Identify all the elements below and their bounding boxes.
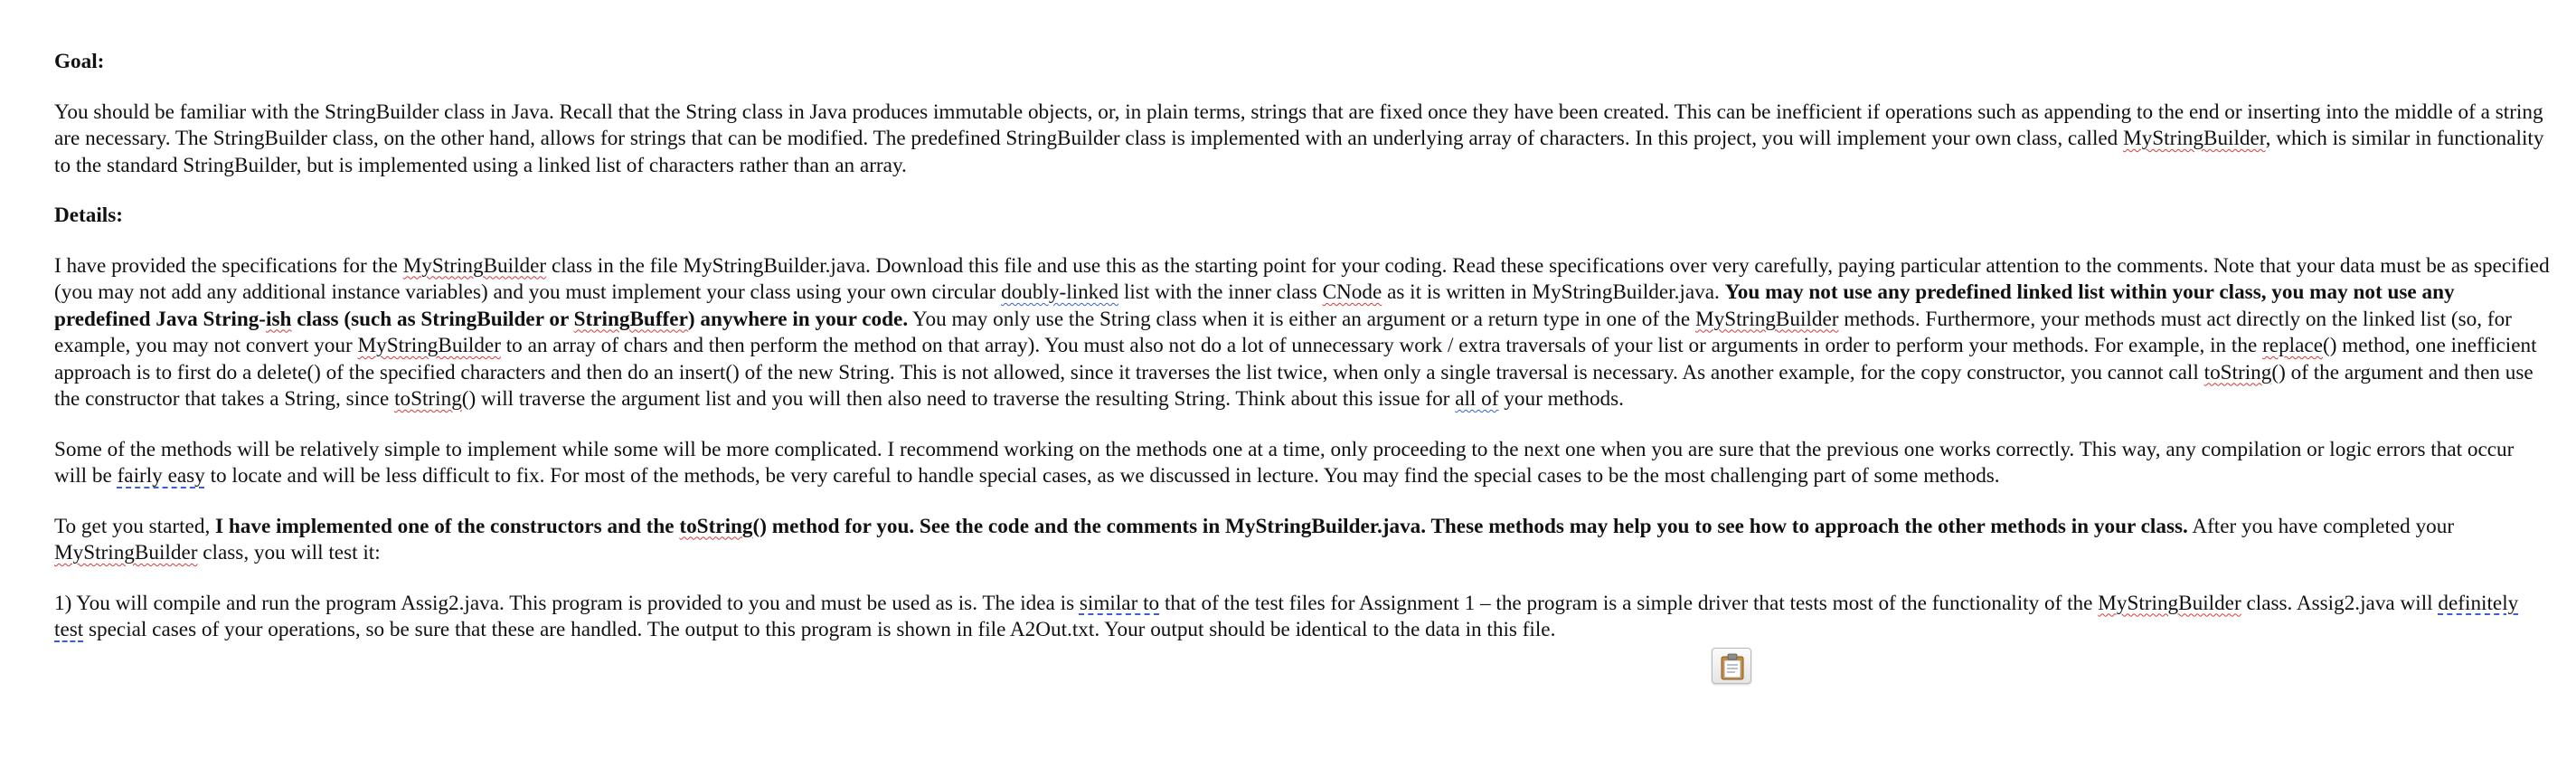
spell-flag-mystringbuilder[interactable]: MyStringBuilder <box>357 334 501 357</box>
details-text: your methods. <box>1498 387 1624 411</box>
bold-text: class (such as StringBuilder or <box>291 307 574 331</box>
details-text: After you have completed your <box>2187 514 2455 538</box>
details-text: class, you will test it: <box>197 541 381 564</box>
goal-heading: Goal: <box>54 50 105 73</box>
grammar-flag-doubly-linked[interactable]: doubly-linked <box>1001 280 1119 304</box>
clipboard-icon <box>1720 653 1745 680</box>
details-text: as it is written in MyStringBuilder.java. <box>1382 280 1725 304</box>
spell-flag-mystringbuilder[interactable]: MyStringBuilder <box>54 541 198 564</box>
bold-note <box>215 515 2188 538</box>
grammar-flag-fairly-easy[interactable]: fairly easy <box>117 464 205 488</box>
details-paragraph-2 <box>54 437 2550 490</box>
bold-text: You may not use any predefined linked list within your class, you may not use any predefined Java String- <box>54 280 2455 331</box>
spell-flag-tostring[interactable]: toString <box>2203 360 2272 384</box>
details-text: () of the argument and then use the constructor that takes a String, since <box>54 360 2534 411</box>
details-text: I have provided the specifications for the <box>54 253 403 278</box>
details-text: 1) You will compile and run the program Assig2.java. This program is provided to you and must be used as is. The idea is <box>54 591 1080 615</box>
spell-flag-mystringbuilder[interactable]: MyStringBuilder <box>2123 127 2266 150</box>
document-body <box>54 49 2550 668</box>
paste-options-button[interactable] <box>1712 648 1751 684</box>
details-paragraph-3 <box>54 514 2550 567</box>
details-text: To get you started, <box>54 514 216 538</box>
details-text: to an array of chars and then perform the method on that array). You must also not do a lot of unnecessary work / extra traversals of your list or arguments in order to perform your methods. For example, in the <box>500 334 2263 357</box>
grammar-flag-similar-to[interactable]: similar to <box>1079 591 1160 615</box>
details-text: () will traverse the argument list and you will then also need to traverse the resulting String. Think about this issue for <box>461 387 1456 411</box>
spell-flag-ish[interactable]: ish <box>266 307 292 331</box>
spell-flag-tostring[interactable]: toString <box>394 387 462 411</box>
details-text: methods. Furthermore, your methods must act directly on the linked list (so, for example, you may not convert your <box>54 307 2512 357</box>
spell-flag-stringbuffer[interactable]: StringBuffer <box>573 307 688 331</box>
grammar-flag-all-of[interactable]: all of <box>1455 387 1499 411</box>
grammar-flag-definitely-test[interactable]: definitely test <box>54 591 2519 641</box>
spell-flag-cnode[interactable]: CNode <box>1322 280 1382 304</box>
details-heading: Details: <box>54 204 123 227</box>
spell-flag-replace[interactable]: replace <box>2262 334 2323 357</box>
spell-flag-mystringbuilder[interactable]: MyStringBuilder <box>1695 307 1839 331</box>
bold-text: ) anywhere in your code. <box>687 307 909 331</box>
goal-paragraph <box>54 100 2550 180</box>
details-text: class in the file MyStringBuilder.java. Download this file and use this as the starting point for your coding. Read these specifications over very carefully, paying particular attention to the comments. Note that your data must be as specified (you may not add any additional instance variables) and you must implement your class using your own circular <box>54 253 2550 304</box>
details-text: class. Assig2.java will <box>2241 591 2439 615</box>
details-text: () method, one inefficient approach is to first do a delete() of the specified characters and then do an insert() of the new String. This is not allowed, since it traverses the list twice, when only a single traversal is necessary. As another example, for the copy constructor, you cannot call <box>54 334 2537 384</box>
details-text: You may only use the String class when it is either an argument or a return type in one of the <box>908 307 1695 331</box>
spell-flag-mystringbuilder[interactable]: MyStringBuilder <box>2098 591 2241 615</box>
goal-text-end: , which is similar in functionality to the standard StringBuilder, but is implemented using a linked list of characters rather than an array. <box>54 127 2544 177</box>
details-text: special cases of your operations, so be sure that these are handled. The output to this program is shown in file A2Out.txt. Your output should be identical to the data in this file. <box>83 618 1556 641</box>
details-paragraph-4 <box>54 591 2550 644</box>
goal-text: You should be familiar with the StringBuilder class in Java. Recall that the String class in Java produces immutable objects, or, in plain terms, strings that are fixed once they have been created. This can be inefficient if operations such as appending to the end or inserting into the middle of a string are necessary. The StringBuilder class, on the other hand, allows for strings that can be modified. The predefined StringBuilder class is implemented with an underlying array of characters. In this project, you will implement your own class, called <box>54 100 2543 150</box>
details-text: Some of the methods will be relatively simple to implement while some will be more complicated. I recommend working on the methods one at a time, only proceeding to the next one when you are sure that the previous one works correctly. This way, any compilation or logic errors that occur will be <box>54 437 2515 488</box>
details-text: that of the test files for Assignment 1 – the program is a simple driver that tests most of the functionality of the <box>1159 591 2099 615</box>
bold-text: () method for you. See the code and the comments in MyStringBuilder.java. These methods may help you to see how to approach the other methods in your class. <box>752 514 2188 538</box>
spell-flag-tostring[interactable]: toString <box>679 514 753 538</box>
details-text: list with the inner class <box>1118 280 1323 304</box>
details-paragraph-1 <box>54 253 2550 413</box>
spell-flag-mystringbuilder[interactable]: MyStringBuilder <box>402 253 547 278</box>
details-text: to locate and will be less difficult to fix. For most of the methods, be very careful to handle special cases, as we discussed in lecture. You may find the special cases to be the most challenging part of some methods. <box>204 464 2000 488</box>
bold-text: I have implemented one of the constructors and the <box>215 514 680 538</box>
